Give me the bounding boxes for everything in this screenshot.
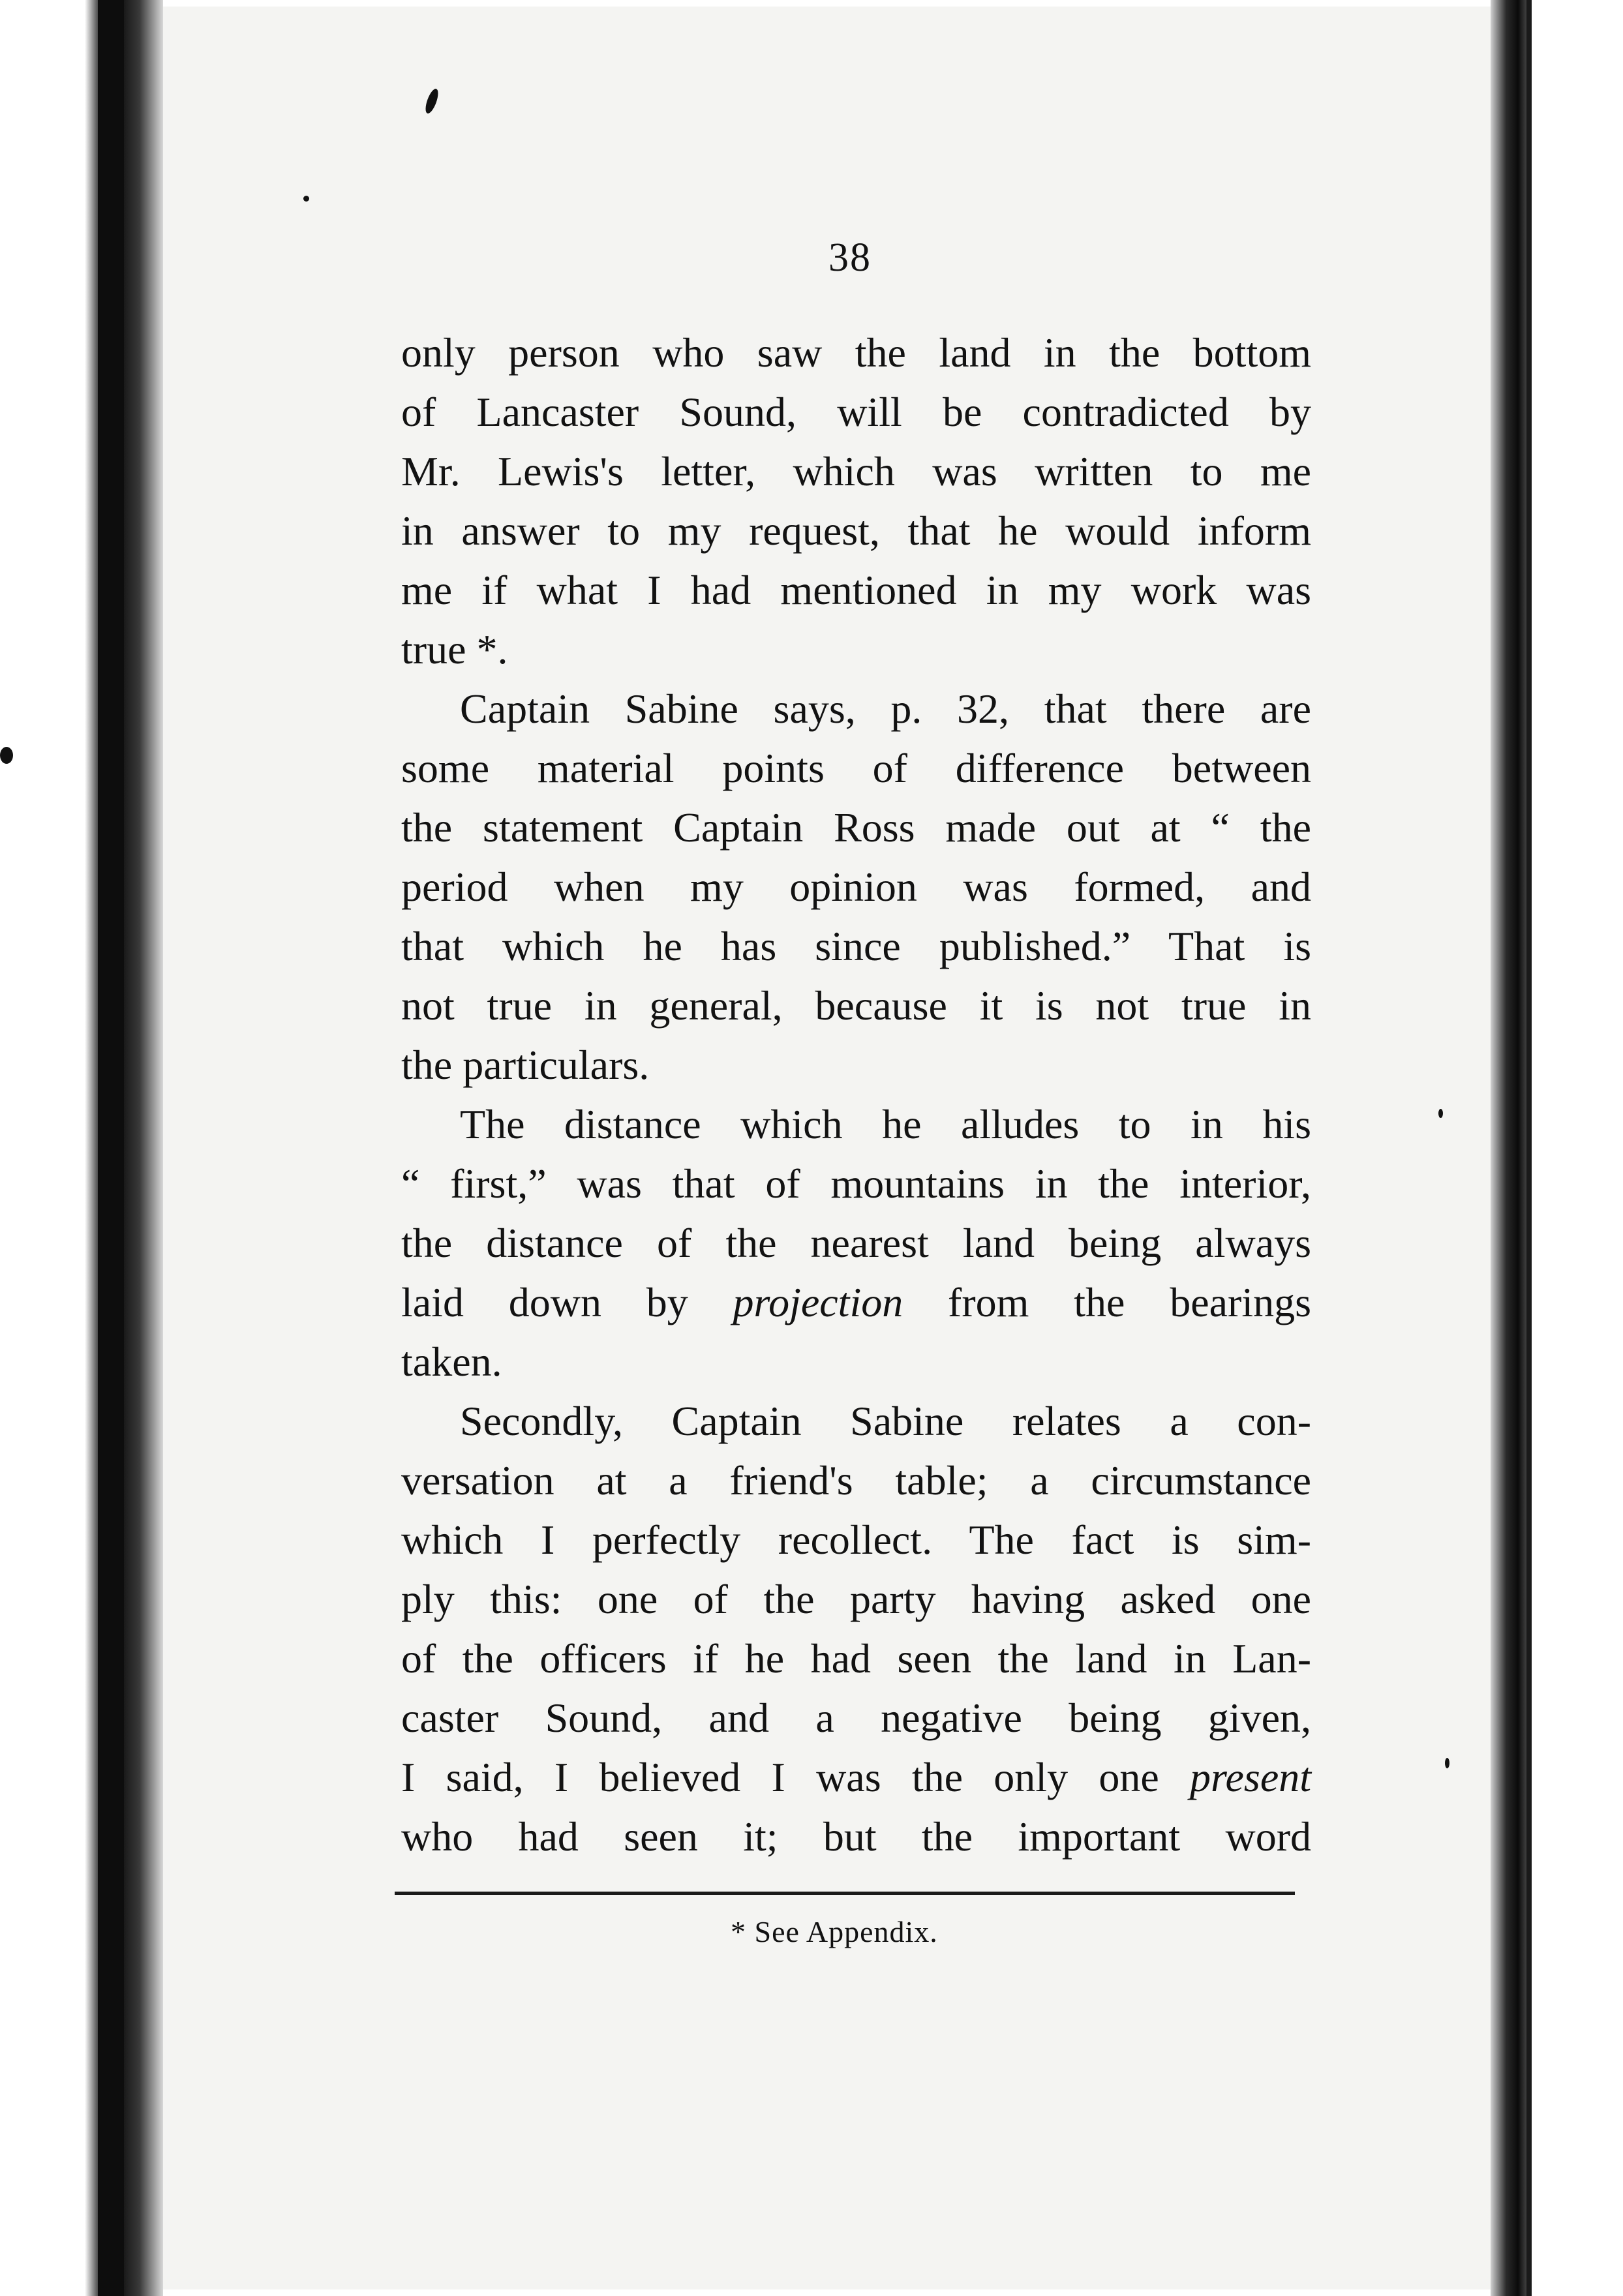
text-line: Secondly, Captain Sabine relates a con- bbox=[460, 1398, 1311, 1444]
text-line: the particulars. bbox=[401, 1042, 650, 1088]
italic-word: present bbox=[1189, 1754, 1311, 1800]
footnote-rule bbox=[395, 1892, 1295, 1895]
ink-speck bbox=[303, 196, 309, 202]
text-line: “ first,” was that of mountains in the interior, bbox=[401, 1160, 1311, 1207]
text-segment: from the bearings bbox=[903, 1279, 1311, 1325]
ink-speck bbox=[1438, 1109, 1443, 1118]
text-line: the distance of the nearest land being always bbox=[401, 1220, 1311, 1266]
text-line: in answer to my request, that he would inform bbox=[401, 507, 1311, 554]
ink-speck bbox=[1445, 1758, 1449, 1768]
footnote: * See Appendix. bbox=[731, 1915, 938, 1948]
text-line: only person who saw the land in the bottom bbox=[401, 329, 1311, 376]
text-line: me if what I had mentioned in my work was bbox=[401, 567, 1311, 613]
binding-gutter bbox=[98, 0, 124, 2296]
body-text bbox=[401, 323, 1311, 1866]
ink-speck bbox=[0, 747, 13, 764]
text-line bbox=[401, 1747, 1311, 1807]
text-line: taken. bbox=[401, 1338, 502, 1385]
text-line: Captain Sabine says, p. 32, that there are bbox=[460, 686, 1311, 732]
text-line: of Lancaster Sound, will be contradicted by bbox=[401, 389, 1311, 435]
text-line: some material points of difference between bbox=[401, 745, 1311, 791]
text-line: The distance which he alludes to in his bbox=[460, 1101, 1311, 1147]
page-edge-line bbox=[1526, 0, 1532, 2296]
text-line: period when my opinion was formed, and bbox=[401, 864, 1311, 910]
text-line: not true in general, because it is not true in bbox=[401, 982, 1311, 1029]
text-line bbox=[401, 1273, 1311, 1332]
binding-shadow bbox=[85, 0, 163, 2296]
text-line: true *. bbox=[401, 626, 508, 672]
text-line: which I perfectly recollect. The fact is sim- bbox=[401, 1517, 1311, 1563]
text-segment: I said, I believed I was the only one bbox=[401, 1754, 1190, 1800]
text-line: the statement Captain Ross made out at “ the bbox=[401, 804, 1311, 851]
text-line: versation at a friend's table; a circumstance bbox=[401, 1457, 1311, 1503]
text-segment: laid down by bbox=[401, 1279, 733, 1325]
page-number: 38 bbox=[828, 235, 872, 280]
text-line: caster Sound, and a negative being given, bbox=[401, 1695, 1311, 1741]
text-line: who had seen it; but the important word bbox=[401, 1813, 1311, 1860]
text-line: Mr. Lewis's letter, which was written to me bbox=[401, 448, 1311, 494]
page-edge-shadow bbox=[1491, 0, 1530, 2296]
italic-word: projection bbox=[733, 1279, 903, 1325]
text-line: ply this: one of the party having asked one bbox=[401, 1576, 1311, 1622]
text-line: of the officers if he had seen the land in Lan- bbox=[401, 1635, 1311, 1682]
text-line: that which he has since published.” That is bbox=[401, 923, 1311, 969]
